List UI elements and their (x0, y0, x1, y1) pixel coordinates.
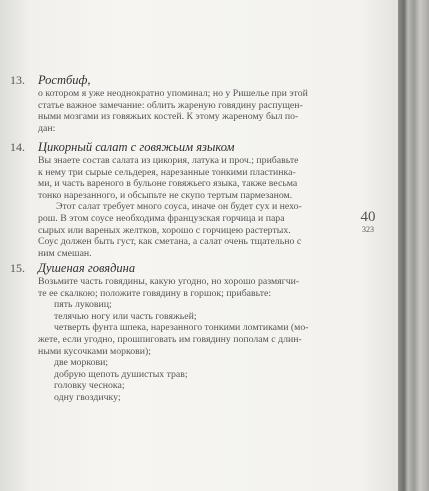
section-title: Душеная говядина (38, 261, 136, 275)
text-line: Вы знаете состав салата из цикория, латука и проч.; прибавьте (38, 155, 299, 166)
text-line: ним смешан. (38, 247, 92, 259)
text-line: тонко нарезанного, и обсыпьте не скупо тертым пармезаном. (38, 189, 293, 201)
text-line: ными мозгами из говяжьих костей. К этому жареному был по- (38, 111, 299, 123)
page-edge-stack (398, 0, 429, 491)
section-body (38, 88, 338, 134)
ingredient-line: ными кусочками моркови); (38, 345, 152, 357)
section-body (38, 276, 338, 404)
text-line: Этот салат требует много соуса, иначе он будет сух и нехо- (56, 201, 302, 213)
text-line: Возьмите часть говядины, какую угодно, но хорошо размягчи- (38, 276, 300, 287)
text-line: те ее скалкою; положите говядину в горшок; прибавьте: (38, 287, 272, 299)
recipe-section-13 (10, 73, 338, 134)
ingredient-line: четверть фунта шпека, нарезанного тонкими ломтиками (мо- (54, 322, 309, 334)
section-title: Ростбиф, (38, 73, 91, 87)
text-line: дан: (38, 122, 56, 134)
text-line: рош. В этом соусе необходима французская горчица и пара (38, 212, 285, 224)
text-line: статье важное замечание: облить жареную говядину распущен- (38, 99, 303, 111)
section-number: 13. (10, 73, 25, 87)
section-number: 15. (10, 261, 25, 275)
ingredient-line: жете, если угодно, прошпиговать им говядину пополам с длин- (38, 333, 302, 345)
ingredient-line: головку чеснока; (54, 380, 125, 392)
ingredient-line: добрую щепоть душистых трав; (54, 368, 188, 380)
ingredient-line: пять луковиц; (54, 299, 112, 311)
section-title: Цикорный салат с говяжьим языком (38, 140, 235, 154)
text-line: к нему три сырые сельдерея, нарезанные тонкими пластинка- (38, 166, 296, 178)
section-body (38, 155, 338, 259)
page-number: 40 (360, 209, 376, 225)
text-line: Соус должен быть густ, как сметана, а салат очень тщательно с (38, 236, 302, 248)
section-number: 14. (10, 140, 25, 154)
recipe-section-15 (10, 261, 338, 404)
text-line: ми, и часть вареного в бульоне говяжьего языка, также весьма (38, 178, 298, 190)
total-pages: 323 (362, 225, 374, 234)
text-line: сырых или вареных желтков, хорошо с горчицею растертых. (38, 224, 291, 236)
ingredient-line: одну гвоздичку; (54, 391, 121, 403)
text-line: о котором я уже неоднократно упоминал; но у Ришелье при этой (38, 88, 308, 99)
recipe-section-14 (10, 140, 338, 259)
page-folio (352, 209, 384, 235)
ingredient-line: телячью ногу или часть говяжьей; (54, 310, 197, 322)
ingredient-line: две моркови; (54, 357, 109, 369)
